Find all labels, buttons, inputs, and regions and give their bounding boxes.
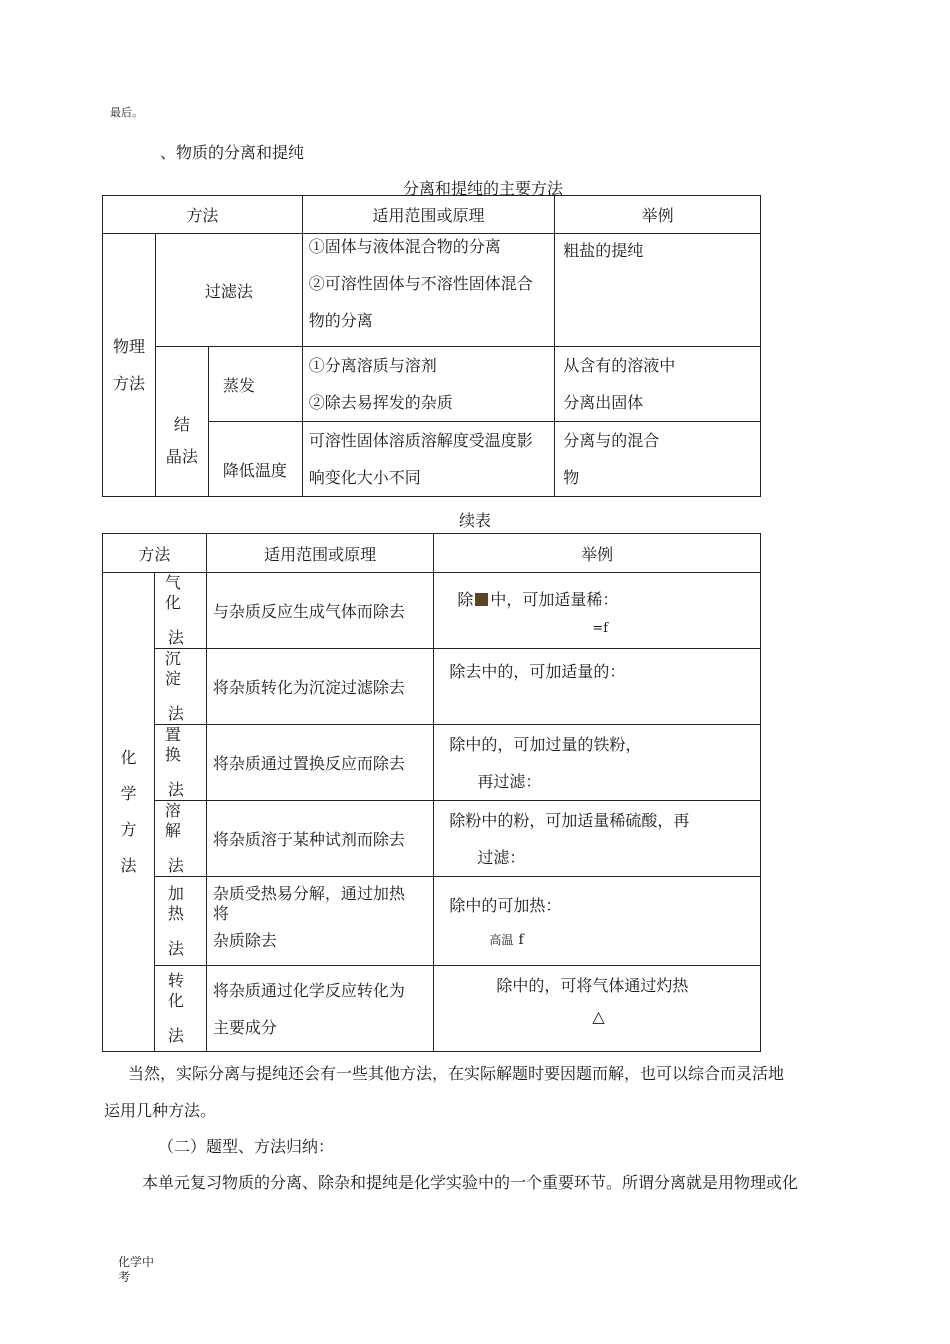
chemical-methods-table bbox=[102, 533, 761, 1052]
filtration-label: 过滤法 bbox=[155, 234, 302, 347]
heating-label: 加 热 法 bbox=[154, 877, 206, 966]
paragraph-2: 本单元复习物质的分离、除杂和提纯是化学实验中的一个重要环节。所谓分离就是用物理或化 bbox=[142, 1173, 799, 1192]
header-method-2: 方法 bbox=[103, 534, 207, 573]
delta-symbol: △ bbox=[592, 1007, 605, 1026]
header-method: 方法 bbox=[103, 196, 303, 234]
header-principle-2: 适用范围或原理 bbox=[206, 534, 434, 573]
evaporation-label: 蒸发 bbox=[208, 347, 302, 422]
heating-principle: 杂质受热易分解，通过加热 将 杂质除去 bbox=[206, 877, 434, 966]
gasification-label: 气 化 法 bbox=[154, 573, 206, 649]
paragraph-1b: 运用几种方法。 bbox=[104, 1101, 217, 1120]
chemical-method-label: 化 学 方 法 bbox=[103, 573, 155, 1052]
section-title: 、物质的分离和提纯 bbox=[160, 143, 305, 162]
conversion-label: 转 化 法 bbox=[154, 966, 206, 1052]
conversion-example: 除中的，可将气体通过灼热 △ bbox=[434, 966, 761, 1052]
heating-example: 除中的可加热： 高温 f bbox=[434, 877, 761, 966]
evaporation-principle: ①分离溶质与溶剂 ②除去易挥发的杂质 bbox=[302, 347, 555, 422]
footer: 化学中 考 bbox=[118, 1255, 155, 1284]
cooling-principle: 可溶性固体溶质溶解度受温度影 响变化大小不同 bbox=[302, 422, 555, 497]
table2-caption: 续表 bbox=[459, 511, 492, 530]
gasification-example: 除 中，可加适量稀： =f bbox=[434, 573, 761, 649]
precipitation-example: 除去中的，可加适量的： bbox=[434, 649, 761, 725]
evaporation-example: 从含有的溶液中 分离出固体 bbox=[555, 347, 761, 422]
separation-methods-table bbox=[102, 195, 761, 497]
header-example: 举例 bbox=[555, 196, 761, 234]
precipitation-principle: 将杂质转化为沉淀过滤除去 bbox=[206, 649, 434, 725]
dissolution-label: 溶 解 法 bbox=[154, 801, 206, 877]
filtration-principle: ①固体与液体混合物的分离 ②可溶性固体与不溶性固体混合 物的分离 bbox=[302, 234, 555, 347]
conversion-principle: 将杂质通过化学反应转化为 主要成分 bbox=[206, 966, 434, 1052]
displacement-principle: 将杂质通过置换反应而除去 bbox=[206, 725, 434, 801]
cooling-label: 降低温度 bbox=[208, 422, 302, 497]
crystallization-label: 结 晶法 bbox=[155, 347, 208, 497]
dissolution-example: 除粉中的粉，可加适量稀硫酸，再 过滤： bbox=[434, 801, 761, 877]
precipitation-label: 沉 淀 法 bbox=[154, 649, 206, 725]
subsection-title: （二）题型、方法归纳： bbox=[158, 1137, 335, 1156]
placeholder-square-icon bbox=[475, 593, 488, 606]
cooling-example: 分离与的混合 物 bbox=[555, 422, 761, 497]
displacement-example: 除中的，可加过量的铁粉， 再过滤： bbox=[434, 725, 761, 801]
filtration-example: 粗盐的提纯 bbox=[555, 234, 761, 347]
table1-caption: 分离和提纯的主要方法 bbox=[403, 179, 564, 198]
displacement-label: 置 换 法 bbox=[154, 725, 206, 801]
physical-method-label: 物理 方法 bbox=[103, 234, 156, 497]
header-text: 最后。 bbox=[110, 106, 143, 119]
dissolution-principle: 将杂质溶于某种试剂而除去 bbox=[206, 801, 434, 877]
gasification-principle: 与杂质反应生成气体而除去 bbox=[206, 573, 434, 649]
paragraph-1a: 当然，实际分离与提纯还会有一些其他方法，在实际解题时要因题而解，也可以综合而灵活地 bbox=[128, 1064, 785, 1083]
header-example-2: 举例 bbox=[434, 534, 761, 573]
header-principle: 适用范围或原理 bbox=[302, 196, 555, 234]
